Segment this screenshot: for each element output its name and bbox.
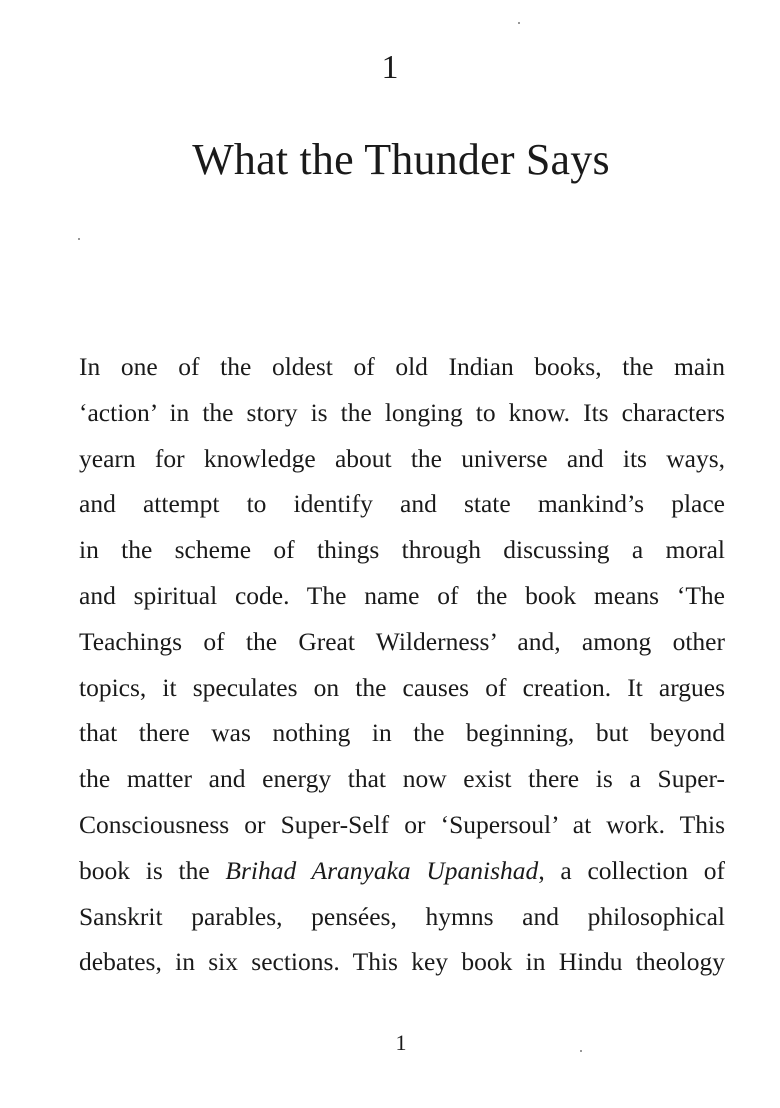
- text-line-10: the matter and energy that now exist there is a Super-: [79, 764, 725, 794]
- text-line-7: Teachings of the Great Wilderness’ and, among other: [79, 626, 725, 656]
- scan-speck: [580, 1050, 582, 1052]
- text-line-13: Sanskrit parables, pensées, hymns and philosophical: [79, 901, 725, 931]
- text-line-12: [79, 848, 725, 894]
- chapter-title: What the Thunder Says: [192, 135, 610, 184]
- text-line-5: in the scheme of things through discussing a moral: [79, 535, 725, 565]
- text-line-11: Consciousness or Super-Self or ‘Supersoul’ at work. This: [79, 809, 725, 839]
- text-line-14: debates, in six sections. This key book in Hindu theology: [79, 947, 725, 977]
- text-line-12-end: , a collection of: [538, 855, 726, 885]
- text-line-8: topics, it speculates on the causes of creation. It argues: [79, 672, 725, 702]
- text-line-3: yearn for knowledge about the universe and its ways,: [79, 443, 725, 473]
- scan-speck: [518, 22, 520, 24]
- text-line-9: that there was nothing in the beginning, but beyond: [79, 718, 725, 748]
- text-line-12-start: book is the: [79, 855, 210, 885]
- text-line-6: and spiritual code. The name of the book means ‘The: [79, 580, 725, 610]
- text-line-1: In one of the oldest of old Indian books, the main: [79, 352, 725, 381]
- page-number: 1: [395, 1030, 407, 1055]
- scan-speck: [78, 238, 80, 240]
- book-title-italic: Brihad Aranyaka Upanishad: [225, 855, 539, 885]
- text-line-2: ‘action’ in the story is the longing to know. Its characters: [79, 397, 725, 427]
- body-text: [79, 344, 725, 985]
- chapter-number: 1: [381, 49, 399, 86]
- text-line-4: and attempt to identify and state mankind’s place: [79, 489, 725, 519]
